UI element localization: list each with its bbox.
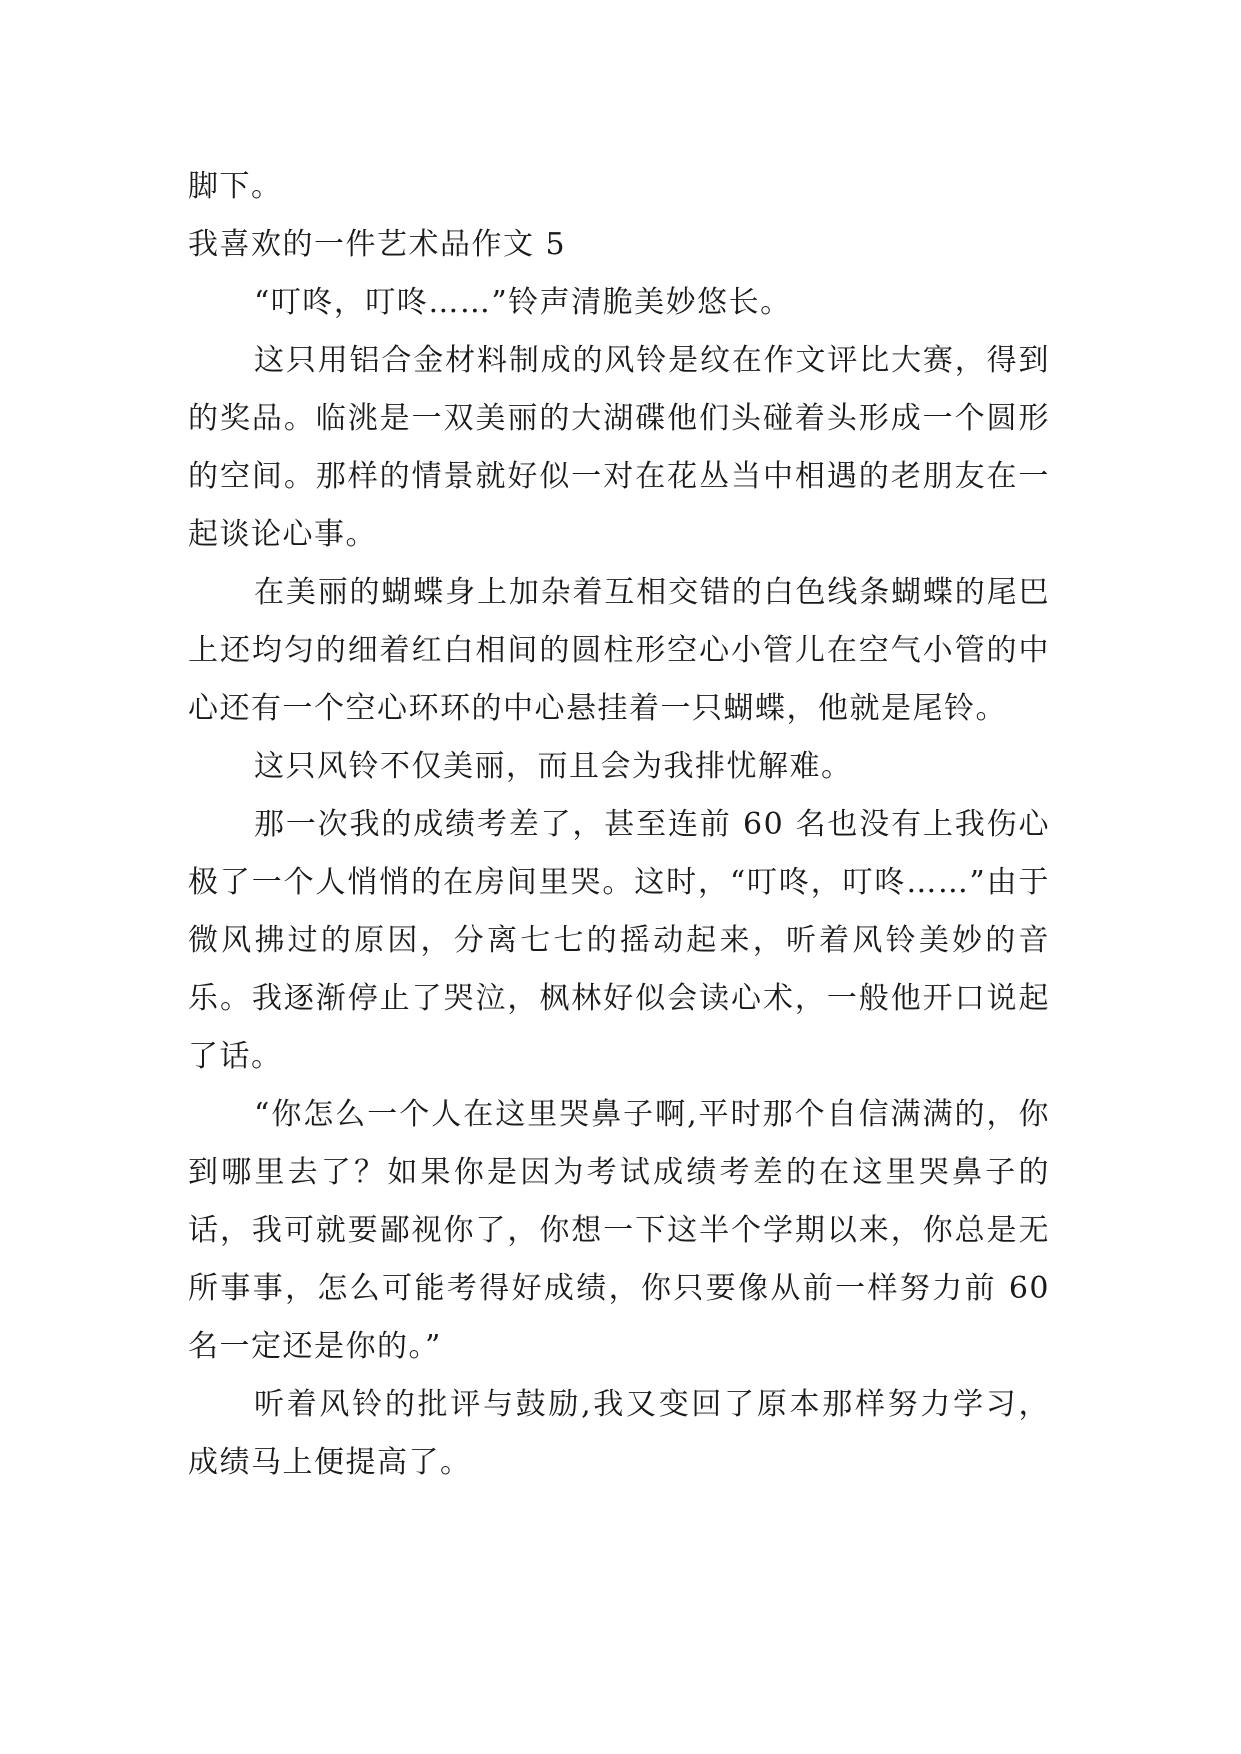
paragraph-closing-fragment: 脚下。 <box>188 169 283 204</box>
paragraph-comfort: 这只风铃不仅美丽，而且会为我排忧解难。 <box>254 749 853 784</box>
paragraph-butterfly-description: 在美丽的蝴蝶身上加杂着互相交错的白色线条蝴蝶的尾巴上还均匀的细着红白相间的圆柱形空心小管儿在空气小管的中心还有一个空心环环的中心悬挂着一只蝴蝶，他就是尾铃。 <box>188 575 1050 726</box>
paragraph-bad-grades: 那一次我的成绩考差了，甚至连前 60 名也没有上我伤心极了一个人悄悄的在房间里哭。这时，“叮咚，叮咚……”由于微风拂过的原因，分离七七的摇动起来，听着风铃美妙的音乐。我逐渐停止了哭泣，枫林好似会读心术，一般他开口说起了话。 <box>188 807 1050 1074</box>
paragraph-chime-speech: “你怎么一个人在这里哭鼻子啊,平时那个自信满满的，你到哪里去了？如果你是因为考试成绩考差的在这里哭鼻子的话，我可就要鄙视你了，你想一下这半个学期以来，你总是无所事事，怎么可能考得好成绩，你只要像从前一样努力前 60 名一定还是你的。” <box>188 1097 1050 1364</box>
paragraph-conclusion: 听着风铃的批评与鼓励,我又变回了原本那样努力学习，成绩马上便提高了。 <box>188 1387 1050 1480</box>
paragraph-wind-chime-description: 这只用铝合金材料制成的风铃是纹在作文评比大赛，得到的奖品。临洮是一双美丽的大湖碟他们头碰着头形成一个圆形的空间。那样的情景就好似一对在花丛当中相遇的老朋友在一起谈论心事。 <box>188 343 1050 552</box>
paragraph-opening-sound: “叮咚，叮咚……”铃声清脆美妙悠长。 <box>254 285 792 320</box>
document-body <box>188 158 1050 1492</box>
essay-title: 我喜欢的一件艺术品作文 5 <box>188 227 567 262</box>
